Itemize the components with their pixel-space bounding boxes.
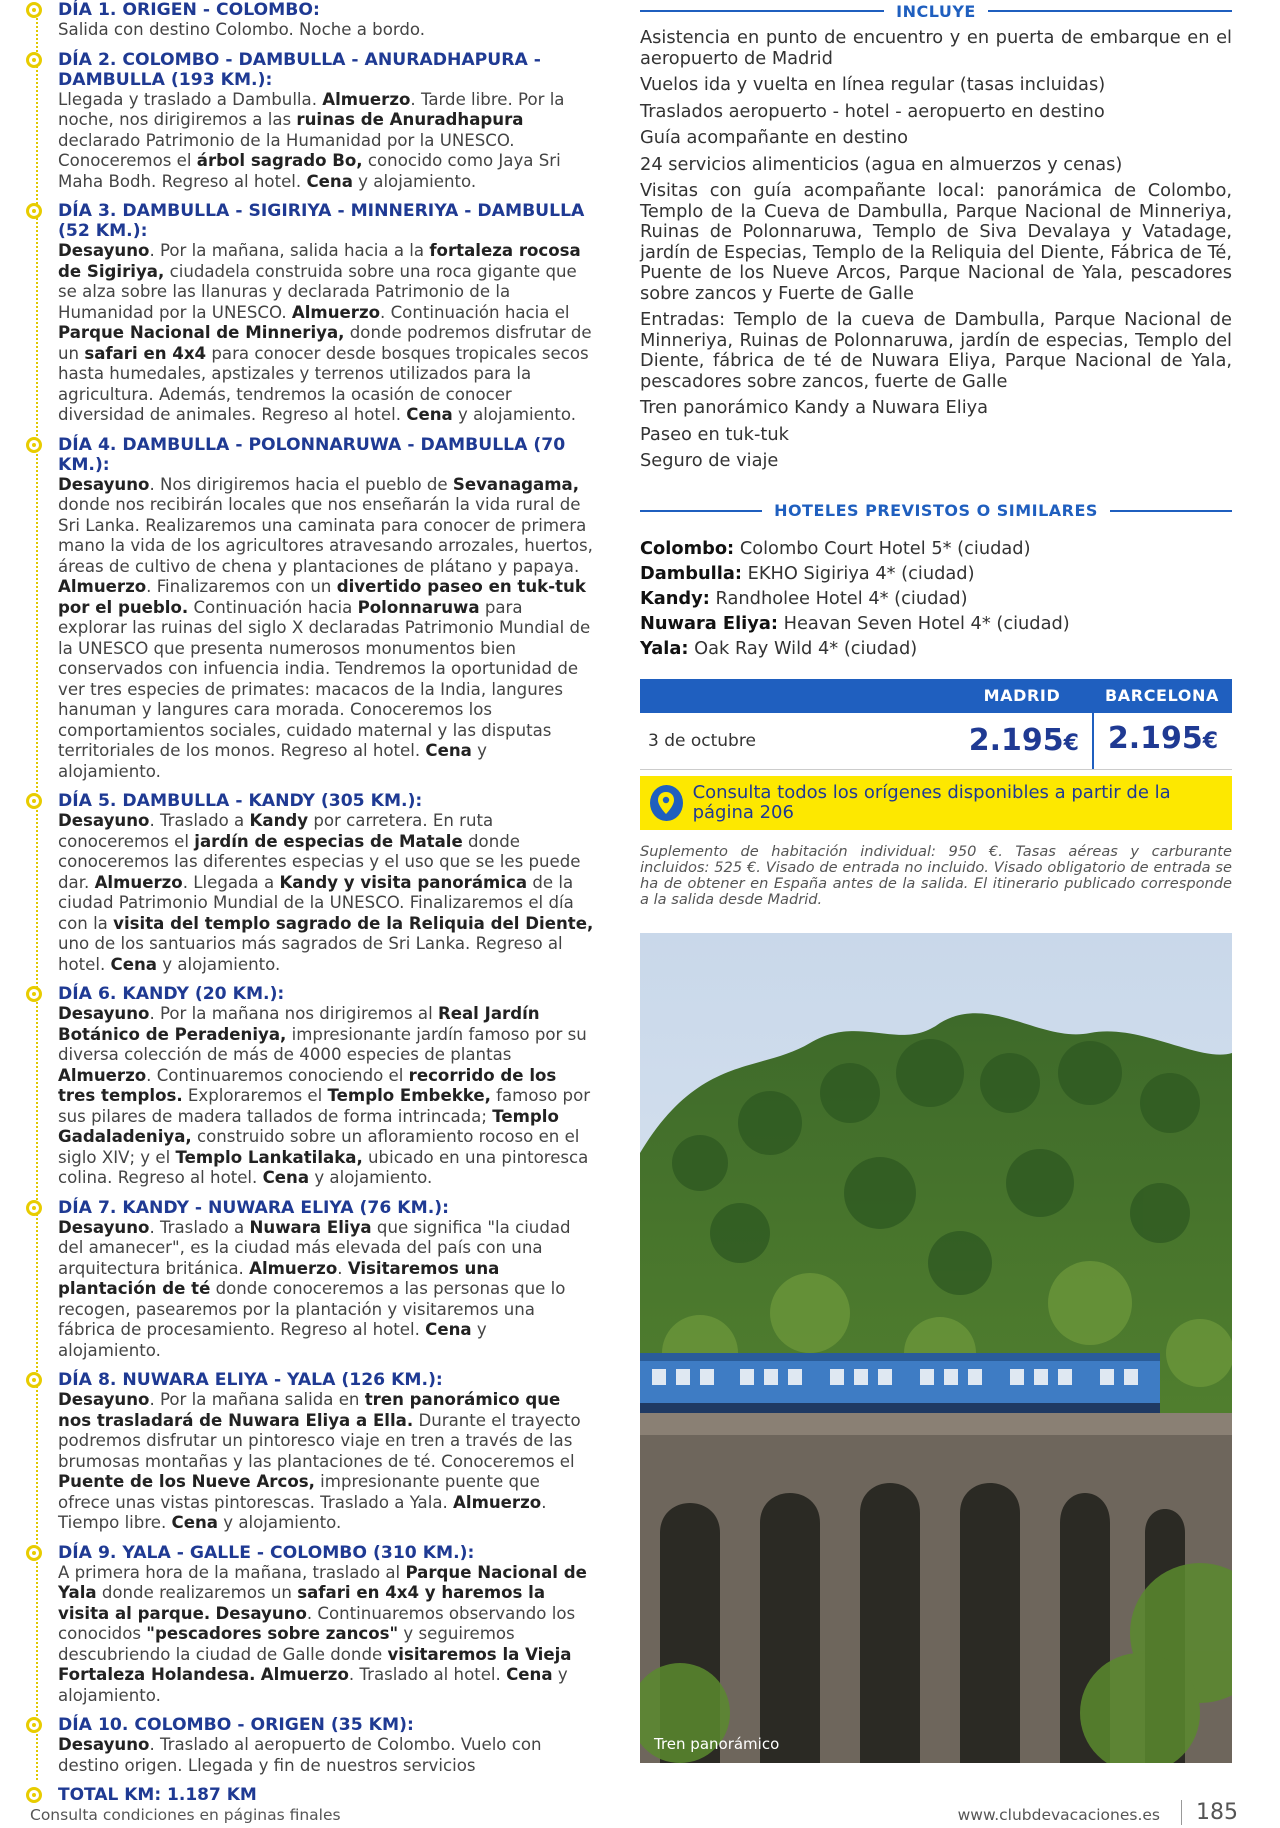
- train-bridge-photo: [640, 933, 1232, 1763]
- hotel-name: Randholee Hotel 4* (ciudad): [709, 587, 968, 609]
- price-table-header: [640, 679, 1232, 713]
- day-description: Desayuno. Traslado a Nuwara Eliya que significa "la ciudad del amanecer", es la ciudad más elevada del país con una arquitectura británica. Almuerzo. Visitaremos una plantación de té donde conoceremos a las personas que lo recogen, pasearemos por la plantación y visitaremos una fábrica de procesamiento. Regreso al hotel. Cena y alojamiento.: [58, 1217, 571, 1360]
- itinerary-day: [28, 201, 594, 426]
- day-title: DÍA 2. COLOMBO - DAMBULLA - ANURADHAPURA - DAMBULLA (193 KM.):: [58, 49, 541, 90]
- hotel-name: Heavan Seven Hotel 4* (ciudad): [777, 612, 1070, 634]
- day-description: Desayuno. Nos dirigiremos hacia el pueblo de Sevanagama, donde nos recibirán locales que nos enseñarán la vida rural de Sri Lanka. Realizaremos una caminata para conocer de primera mano la vida de los agricultores atravesando arrozales, huertos, áreas de cultivo de chena y plantaciones de plátano y papaya. Almuerzo. Finalizaremos con un divertido paseo en tuk-tuk por el pueblo. Continuación hacia Polonnaruwa para explorar las ruinas del siglo X declaradas Patrimonio Mundial de la UNESCO que presenta numerosos monumentos bien conservados con infuencia india. Tendremos la oportunidad de ver tres especies de primates: macacos de la India, langures hanuman y langures cara morada. Conoceremos los comportamientos sociales, cuidado maternal y las disputas territoriales de los monos. Regreso al hotel. Cena y alojamiento.: [58, 474, 593, 781]
- hotels-list: [640, 536, 1232, 661]
- hotel-name: EKHO Sigiriya 4* (ciudad): [741, 562, 975, 584]
- timeline-dot-icon: [26, 52, 42, 68]
- train: [640, 1353, 1160, 1413]
- price-barcelona: 2.195€: [1107, 720, 1219, 756]
- hotel-name: Oak Ray Wild 4* (ciudad): [688, 637, 918, 659]
- hotel-item: [640, 561, 1232, 586]
- include-item: Asistencia en punto de encuentro y en puerta de embarque en el aeropuerto de Madrid: [640, 27, 1232, 69]
- include-item: Seguro de viaje: [640, 450, 779, 471]
- hotels-header: HOTELES PREVISTOS O SIMILARES: [640, 500, 1232, 522]
- day-title: DÍA 8. NUWARA ELIYA - YALA (126 KM.):: [58, 1370, 443, 1390]
- hotel-item: [640, 636, 1232, 661]
- price-table: [640, 679, 1232, 770]
- footer-conditions: Consulta condiciones en páginas finales: [30, 1806, 341, 1824]
- hotel-name: Colombo Court Hotel 5* (ciudad): [734, 537, 1031, 559]
- itinerary-column: [28, 0, 594, 1805]
- include-item: Traslados aeropuerto - hotel - aeropuerto en destino: [640, 100, 1105, 122]
- include-item: Vuelos ida y vuelta en línea regular (tasas incluidas): [640, 74, 1106, 95]
- price-madrid: 2.195€: [956, 713, 1094, 769]
- timeline-dot-icon: [26, 437, 42, 453]
- day-title: DÍA 4. DAMBULLA - POLONNARUWA - DAMBULLA (70 KM.):: [58, 434, 566, 475]
- day-title: DÍA 7. KANDY - NUWARA ELIYA (76 KM.):: [58, 1197, 449, 1218]
- day-description: Llegada y traslado a Dambulla. Almuerzo. Tarde libre. Por la noche, nos dirigiremos a las ruinas de Anuradhapura declarado Patrimonio de la Humanidad por la UNESCO. Conoceremos el árbol sagrado Bo, conocido como Jaya Sri Maha Bodh. Regreso al hotel. Cena y alojamiento.: [58, 89, 565, 191]
- timeline-dot-icon: [26, 1372, 42, 1388]
- timeline-dot-icon: [26, 2, 42, 18]
- day-description: Salida con destino Colombo. Noche a bordo.: [58, 20, 426, 39]
- itinerary-day: [28, 1543, 594, 1707]
- itinerary-day: [28, 435, 594, 783]
- timeline-dot-icon: [26, 793, 42, 809]
- itinerary-day: [28, 791, 594, 975]
- day-title: DÍA 3. DAMBULLA - SIGIRIYA - MINNERIYA - DAMBULLA (52 KM.):: [58, 201, 585, 241]
- day-title: DÍA 6. KANDY (20 KM.):: [58, 984, 285, 1004]
- itinerary-day: [28, 1370, 594, 1534]
- day-description: Desayuno. Por la mañana, salida hacia a la fortaleza rocosa de Sigiriya, ciudadela construida sobre una roca gigante que se alza sobre las llanuras y declarada Patrimonio de la Humanidad por la UNESCO. Almuerzo. Continuación hacia el Parque Nacional de Minneriya, donde podremos disfrutar de un safari en 4x4 para conocer desde bosques tropicales secos hasta humedales, apstizales y terrenos utilizados para la agricultura. Además, tendremos la ocasión de conocer diversidad de animales. Regreso al hotel. Cena y alojamiento.: [58, 241, 592, 424]
- includes-list: [640, 28, 1232, 472]
- itinerary-day: [28, 1198, 594, 1362]
- hotel-item: [640, 536, 1232, 561]
- includes-header: INCLUYE: [640, 0, 1232, 22]
- itinerary-day: [28, 0, 594, 41]
- include-item: Visitas con guía acompañante local: panorámica de Colombo, Templo de la Cueva de Dambulla, Parque Nacional de Minneriya, Ruinas de Polonnaruwa, Templo de Siva Devalaya y Vatadage, jardín de Especias, Templo de la Reliquia del Diente, Fábrica de Té, Puente de los Nueve Arcos, Parque Nacional de Yala, pescadores sobre zancos y Fuerte de Galle: [640, 180, 1232, 304]
- timeline-dot-icon: [26, 1787, 42, 1803]
- nine-arches-bridge: [640, 1413, 1232, 1763]
- itinerary-day: [28, 1715, 594, 1776]
- day-description: Desayuno. Traslado a Kandy por carretera. En ruta conoceremos el jardín de especias de Matale donde conoceremos las diferentes especias y el uso que se les puede dar. Almuerzo. Llegada a Kandy y visita panorámica de la ciudad Patrimonio Mundial de la UNESCO. Finalizaremos el día con la visita del templo sagrado de la Reliquia del Diente, uno de los santuarios más sagrados de Sri Lanka. Regreso al hotel. Cena y alojamiento.: [58, 811, 594, 974]
- hotel-city: Kandy:: [640, 587, 710, 609]
- day-description: Desayuno. Traslado al aeropuerto de Colombo. Vuelo con destino origen. Llegada y fin de nuestros servicios: [58, 1735, 542, 1775]
- day-title: DÍA 10. COLOMBO - ORIGEN (35 KM):: [58, 1715, 414, 1735]
- departure-date: 3 de octubre: [648, 730, 756, 751]
- page-number: 185: [1181, 1800, 1238, 1825]
- col-barcelona: BARCELONA: [1105, 686, 1219, 705]
- day-description: A primera hora de la mañana, traslado al Parque Nacional de Yala donde realizaremos un safari en 4x4 y haremos la visita al parque. Desayuno. Continuaremos observando los conocidos "pescadores sobre zancos" y seguiremos descubriendo la ciudad de Galle donde visitaremos la Vieja Fortaleza Holandesa. Almuerzo. Traslado al hotel. Cena y alojamiento.: [58, 1562, 587, 1705]
- include-item: Guía acompañante en destino: [640, 127, 909, 148]
- info-column: [640, 0, 1232, 908]
- origins-banner[interactable]: [640, 776, 1232, 830]
- price-row: [640, 713, 1232, 770]
- footer-website[interactable]: www.clubdevacaciones.es: [957, 1806, 1160, 1824]
- photo-illustration: [640, 933, 1232, 1763]
- include-item: Tren panorámico Kandy a Nuwara Eliya: [640, 397, 989, 418]
- timeline-dot-icon: [26, 986, 42, 1002]
- include-item: Entradas: Templo de la cueva de Dambulla, Parque Nacional de Minneriya, Ruinas de Polonnaruwa, jardín de especias, Templo del Diente, fábrica de té de Nuwara Eliya, Parque Nacional de Yala, pescadores sobre zancos, fuerte de Galle: [640, 309, 1232, 392]
- timeline-dot-icon: [26, 1200, 42, 1216]
- hotel-city: Colombo:: [640, 537, 735, 559]
- itinerary-day: [28, 50, 594, 193]
- col-madrid: MADRID: [983, 686, 1061, 705]
- timeline-dot-icon: [26, 1545, 42, 1561]
- hotel-item: [640, 586, 1232, 611]
- hotel-item: [640, 611, 1232, 636]
- timeline-dot-icon: [26, 203, 42, 219]
- origins-note: Consulta todos los orígenes disponibles a partir de la página 206: [692, 781, 1171, 823]
- day-title: DÍA 9. YALA - GALLE - COLOMBO (310 KM.):: [58, 1542, 475, 1563]
- hotel-city: Dambulla:: [640, 562, 742, 584]
- timeline-dot-icon: [26, 1717, 42, 1733]
- include-item: 24 servicios alimenticios (agua en almuerzos y cenas): [640, 153, 1123, 175]
- day-title: DÍA 5. DAMBULLA - KANDY (305 KM.):: [58, 791, 423, 811]
- location-pin-icon: [650, 785, 683, 821]
- photo-caption: Tren panorámico: [654, 1735, 780, 1753]
- hotel-city: Nuwara Eliya:: [640, 612, 778, 634]
- hotel-city: Yala:: [640, 637, 689, 659]
- day-title: DÍA 1. ORIGEN - COLOMBO:: [58, 0, 320, 20]
- total-km: TOTAL KM: 1.187 KM: [28, 1785, 594, 1805]
- include-item: Paseo en tuk-tuk: [640, 423, 789, 445]
- itinerary-days: [28, 0, 594, 1776]
- day-description: Desayuno. Por la mañana salida en tren panorámico que nos trasladará de Nuwara Eliya a Ella. Durante el trayecto podremos disfrutar un pintoresco viaje en tren a través de las brumosas montañas y las plantaciones de té. Conoceremos el Puente de los Nueve Arcos, impresionante puente que ofrece unas vistas pintorescas. Traslado a Yala. Almuerzo. Tiempo libre. Cena y alojamiento.: [58, 1390, 581, 1532]
- fine-print: Suplemento de habitación individual: 950 €. Tasas aéreas y carburante incluidos: 525 €. Visado de entrada no incluido. Visado obligatorio de entrada se ha de obtener en España antes de la salida. El itinerario publicado corresponde a la salida desde Madrid.: [640, 842, 1232, 908]
- itinerary-day: [28, 984, 594, 1189]
- day-description: Desayuno. Por la mañana nos dirigiremos al Real Jardín Botánico de Peradeniya, impresionante jardín famoso por su diversa colección de más de 4000 especies de plantas Almuerzo. Continuaremos conociendo el recorrido de los tres templos. Exploraremos el Templo Embekke, famoso por sus pilares de madera tallados de forma intrincada; Templo Gadaladeniya, construido sobre un afloramiento rocoso en el siglo XIV; y el Templo Lankatilaka, ubicado en una pintoresca colina. Regreso al hotel. Cena y alojamiento.: [58, 1004, 591, 1187]
